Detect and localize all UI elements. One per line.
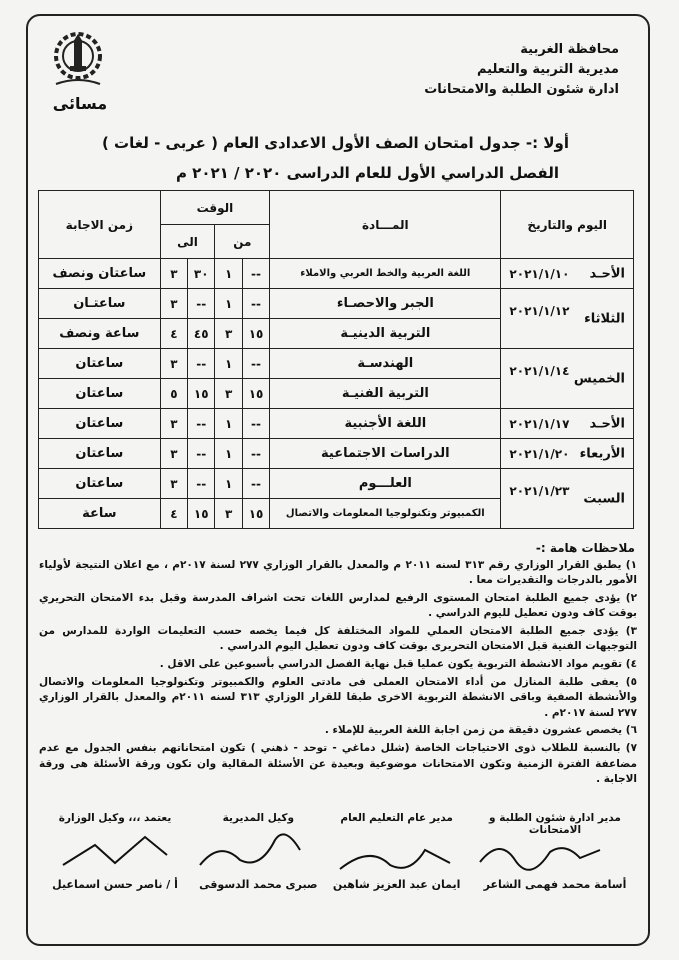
day-name: السبت: [583, 491, 625, 506]
to-minute-cell: --: [188, 409, 215, 439]
to-minute-cell: --: [188, 289, 215, 319]
from-hour-cell: ١: [215, 349, 242, 379]
duration-cell: ساعة: [39, 499, 161, 529]
to-minute-cell: ٤٥: [188, 319, 215, 349]
header-day-date: اليوم والتاريخ: [501, 191, 634, 259]
signature-title: مدير عام التعليم العام: [340, 812, 453, 824]
subject-cell: الهندسـة: [270, 349, 501, 379]
duration-cell: ساعتان: [39, 409, 161, 439]
note-item: ٧) بالنسبة للطلاب ذوى الاحتياجات الخاصة (شلل دماغي - توحد - ذهني ) تكون امتحاناتهم بنفس الجدول مع عدم مضاعفة الفترة الزمنية وتكون الامتحانات موضوعية وبعيدة عن الأسئلة المقالية وان تكون ورقة الأسئلة هى ورقة الاجابة .: [39, 742, 637, 785]
note-item: ٣) يؤدى جميع الطلبة الامتحان العملي للمواد المختلفة كل فيما يخصه حسب التعليمات الواردة للمدارس من التوجيهات الفنية قبل الامتحان التحريرى بوقت كاف ودون تعطيل اليوم الدراسي .: [39, 625, 637, 653]
governorate-name: محافظة الغربية: [520, 42, 619, 57]
day-name: الثلاثاء: [584, 311, 625, 326]
from-hour-cell: ١: [215, 259, 242, 289]
from-minute-cell: --: [242, 409, 269, 439]
duration-cell: ساعتان: [39, 349, 161, 379]
subject-cell: التربية الدينيـة: [270, 319, 501, 349]
to-hour-cell: ٣: [160, 289, 187, 319]
to-hour-cell: ٤: [160, 499, 187, 529]
to-hour-cell: ٤: [160, 319, 187, 349]
handwritten-signature: [190, 820, 310, 875]
duration-cell: ساعتان ونصف: [39, 259, 161, 289]
subject-cell: التربية الفنيـة: [270, 379, 501, 409]
header-from: من: [215, 225, 270, 259]
subject-cell: اللغة الأجنبية: [270, 409, 501, 439]
to-minute-cell: ٣٠: [188, 259, 215, 289]
to-minute-cell: ١٥: [188, 379, 215, 409]
signature-title: يعتمد ،،، وكيل الوزارة: [58, 812, 172, 824]
note-item: ٦) يخصص عشرون دقيقة من زمن اجابة اللغة العربية للإملاء .: [324, 724, 637, 737]
handwritten-signature: [470, 832, 610, 874]
from-minute-cell: --: [242, 259, 269, 289]
day-date-cell: [501, 289, 634, 349]
exam-date: ٢٠٢١/١/١٤: [509, 364, 570, 379]
signatory-name: صبرى محمد الدسوقى: [199, 878, 318, 891]
to-minute-cell: ١٥: [188, 499, 215, 529]
exam-date: ٢٠٢١/١/١٧: [509, 416, 570, 431]
note-item: ١) يطبق القرار الوزاري رقم ٣١٣ لسنه ٢٠١١ م والمعدل بالقرار الوزاري ٢٧٧ لسنة ٢٠١٧م ، مع اعلان النتيجة لأولياء الأمور بالدرجات والتقديرات معا .: [39, 559, 638, 587]
day-date-cell: [501, 409, 634, 439]
day-name: الأحـد: [589, 266, 625, 281]
signatory-name: ايمان عبد العزيز شاهين: [332, 878, 461, 891]
department-name: ادارة شئون الطلبة والامتحانات: [424, 82, 619, 97]
from-hour-cell: ١: [215, 469, 242, 499]
from-minute-cell: --: [242, 349, 269, 379]
notes-heading: ملاحظات هامة :-: [535, 541, 635, 555]
ministry-header: [419, 40, 619, 100]
from-minute-cell: ١٥: [242, 379, 269, 409]
day-date-cell: [501, 349, 634, 409]
duration-cell: ساعة ونصف: [39, 319, 161, 349]
notes-list: [39, 558, 637, 790]
note-item: ٤) تقويم مواد الانشطة التربوية يكون عمليا قبل نهاية الفصل الدراسي بأسبوعين على الاقل .: [159, 658, 637, 671]
header-duration: زمن الاجابة: [39, 191, 161, 259]
duration-cell: ساعتان: [39, 379, 161, 409]
exam-date: ٢٠٢١/١/١٠: [509, 266, 570, 281]
note-item: ٥) يعفى طلبة المنازل من أداء الامتحان العملى فى مادتى العلوم والكمبيوتر وتكنولوجيا المعلومات والاتصال والأنشطة الصفية وباقى الانشطة التربوية الاخرى طبقا للقرار الوزاري ٣١٣ لسنه ٢٠١١م والمعدل بالقرار الوزاري ٢٧٧ لسنة ٢٠١٧م .: [39, 676, 638, 719]
from-hour-cell: ١: [215, 409, 242, 439]
day-name: الخميس: [573, 371, 625, 386]
exam-schedule-table: [38, 190, 634, 529]
logo-caption: مسائى: [52, 94, 108, 113]
subject-cell: الجبر والاحصـاء: [270, 289, 501, 319]
from-hour-cell: ١: [215, 439, 242, 469]
header-subject: المـــادة: [270, 191, 501, 259]
from-hour-cell: ٣: [215, 499, 242, 529]
to-hour-cell: ٣: [160, 439, 187, 469]
from-hour-cell: ٣: [215, 379, 242, 409]
to-hour-cell: ٣: [160, 349, 187, 379]
schedule-title: أولا :- جدول امتحان الصف الأول الاعدادى العام ( عربى - لغات ): [101, 134, 569, 152]
note-item: ٢) يؤدى جميع الطلبة امتحان المستوى الرفيع لمدارس اللغات تحت اشراف المدرسة وقبل بدء الامتحان التحريري بوقت كاف ودون تعطيل لليوم الدراسي .: [39, 592, 637, 620]
from-minute-cell: ١٥: [242, 499, 269, 529]
from-minute-cell: --: [242, 469, 269, 499]
table-row: [39, 349, 634, 379]
gear-logo-icon: [50, 26, 106, 96]
to-hour-cell: ٥: [160, 379, 187, 409]
schedule-subtitle: الفصل الدراسي الأول للعام الدراسى ٢٠٢٠ / ٢٠٢١ م: [175, 164, 559, 182]
duration-cell: ساعتان: [39, 469, 161, 499]
duration-cell: ساعتان: [39, 439, 161, 469]
to-minute-cell: --: [188, 439, 215, 469]
from-hour-cell: ٣: [215, 319, 242, 349]
header-time: الوقت: [160, 191, 270, 225]
table-row: [39, 259, 634, 289]
day-name: الأربعاء: [579, 446, 625, 461]
signature-names: [40, 878, 640, 891]
to-hour-cell: ٣: [160, 469, 187, 499]
table-row: [39, 469, 634, 499]
handwritten-signature: [55, 825, 175, 875]
subject-cell: اللغة العربية والخط العربي والاملاء: [270, 259, 501, 289]
from-minute-cell: ١٥: [242, 319, 269, 349]
signature-title: مدير ادارة شئون الطلبة و الامتحانات: [489, 812, 621, 836]
table-row: [39, 409, 634, 439]
table-row: [39, 289, 634, 319]
table-row: [39, 439, 634, 469]
day-date-cell: [501, 469, 634, 529]
to-hour-cell: ٣: [160, 409, 187, 439]
day-name: الأحـد: [589, 416, 625, 431]
exam-date: ٢٠٢١/١/٢٠: [509, 446, 570, 461]
signature-title: وكيل المديرية: [222, 812, 295, 824]
signatory-name: أسامة محمد فهمى الشاعر: [483, 878, 627, 891]
from-hour-cell: ١: [215, 289, 242, 319]
subject-cell: العلـــوم: [270, 469, 501, 499]
header-to: الى: [160, 225, 215, 259]
subject-cell: الدراسات الاجتماعية: [270, 439, 501, 469]
handwritten-signature: [330, 835, 460, 877]
duration-cell: ساعتـان: [39, 289, 161, 319]
from-minute-cell: --: [242, 289, 269, 319]
subject-cell: الكمبيوتر وتكنولوجيا المعلومات والاتصال: [270, 499, 501, 529]
to-minute-cell: --: [188, 469, 215, 499]
day-date-cell: [501, 439, 634, 469]
directorate-name: مديرية التربية والتعليم: [476, 62, 619, 77]
from-minute-cell: --: [242, 439, 269, 469]
exam-date: ٢٠٢١/١/٢٣: [509, 484, 570, 499]
to-minute-cell: --: [188, 349, 215, 379]
signatory-name: أ / ناصر حسن اسماعيل: [52, 878, 178, 891]
day-date-cell: [501, 259, 634, 289]
exam-date: ٢٠٢١/١/١٢: [509, 304, 570, 319]
to-hour-cell: ٣: [160, 259, 187, 289]
